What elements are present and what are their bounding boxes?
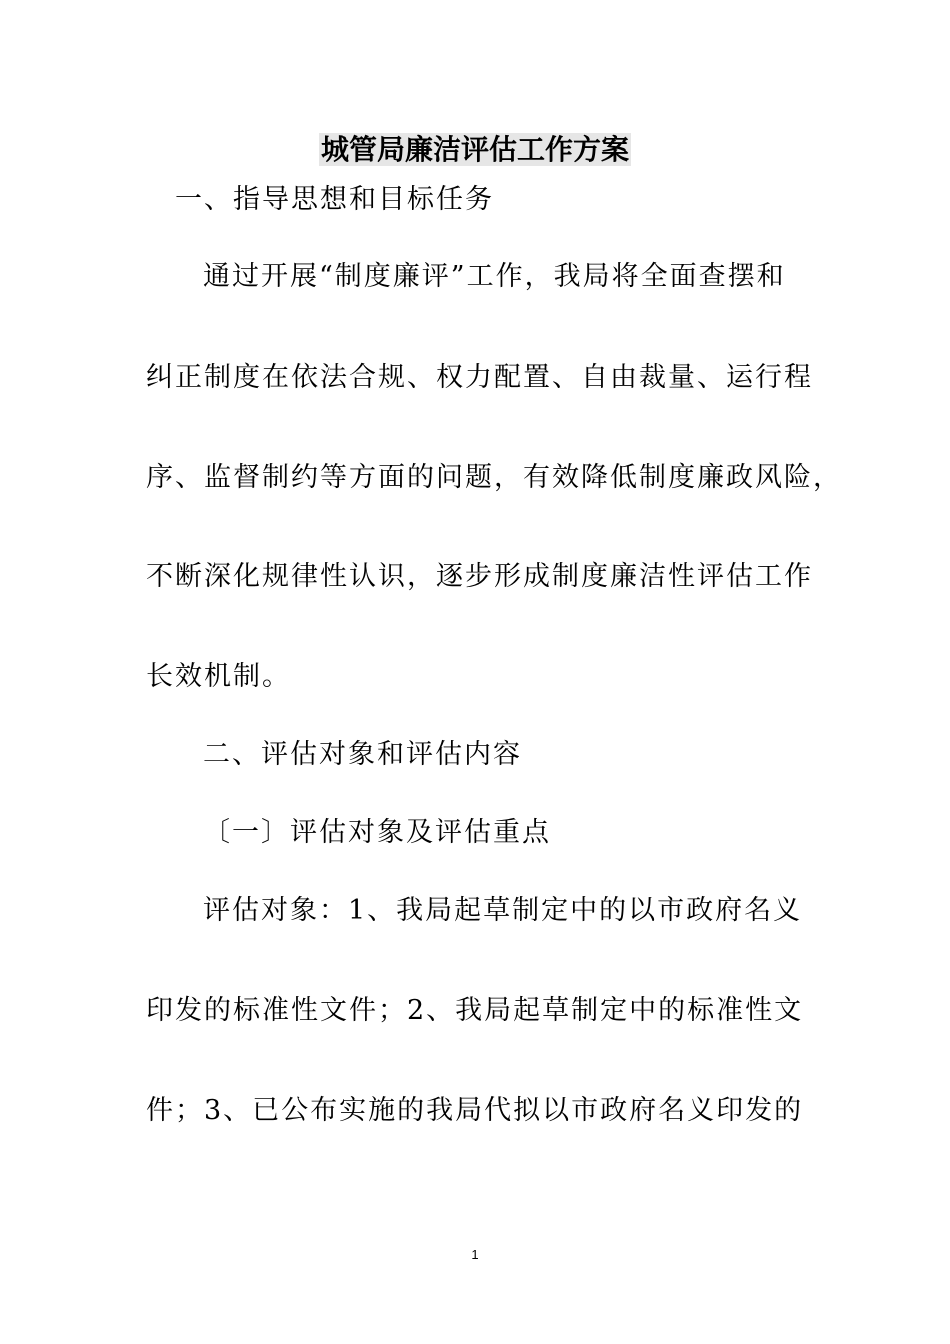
section-heading-1: 一、指导思想和目标任务 bbox=[175, 184, 494, 215]
document-title bbox=[0, 130, 950, 170]
paragraph-2-line-1: 评估对象：1、我局起草制定中的以市政府名义 bbox=[203, 895, 803, 926]
paragraph-1-line-1: 通过开展“制度廉评”工作，我局将全面查摆和 bbox=[203, 261, 786, 292]
paragraph-1-line-4: 不断深化规律性认识，逐步形成制度廉洁性评估工作 bbox=[146, 561, 813, 592]
paragraph-1-line-3: 序、监督制约等方面的问题，有效降低制度廉政风险， bbox=[146, 462, 842, 493]
subsection-heading-1: 〔一〕评估对象及评估重点 bbox=[203, 817, 551, 848]
paragraph-1-line-5: 长效机制。 bbox=[146, 661, 291, 692]
paragraph-1-line-2: 纠正制度在依法合规、权力配置、自由裁量、运行程 bbox=[146, 362, 813, 393]
section-heading-2: 二、评估对象和评估内容 bbox=[203, 739, 522, 770]
page-number: 1 bbox=[471, 1247, 479, 1262]
paragraph-2-line-3: 件；3、已公布实施的我局代拟以市政府名义印发的 bbox=[146, 1095, 804, 1126]
paragraph-2-line-2: 印发的标准性文件；2、我局起草制定中的标准性文 bbox=[146, 995, 804, 1026]
document-title-text: 城管局廉洁评估工作方案 bbox=[320, 133, 629, 166]
